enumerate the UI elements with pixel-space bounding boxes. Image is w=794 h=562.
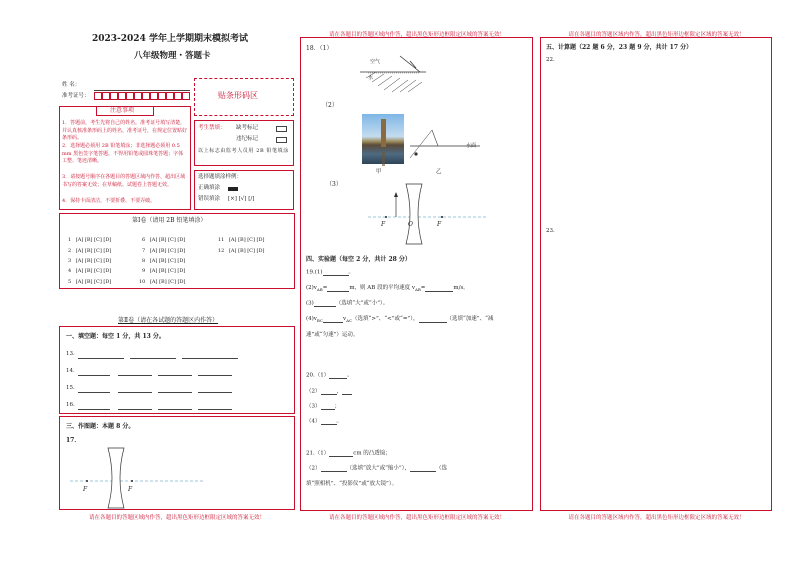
middle-top-warning: 请在各题目的答题区域内作答，超出黑色矩形边框限定区域的答案无效！	[328, 32, 505, 38]
cheat-label: 违纪标记	[236, 136, 259, 142]
section5-title: 五、计算题（22 题 6 分，23 题 9 分，共计 17 分）	[546, 44, 693, 51]
part2-title: 第Ⅱ卷（请在各试题的答题区内作答）	[118, 317, 219, 324]
name-label: 姓 名：	[62, 82, 81, 88]
q18-label: 18．（1）	[306, 45, 333, 52]
q14-blank2[interactable]	[118, 375, 152, 376]
q17-num: 17．	[66, 437, 81, 444]
q15-blank4[interactable]	[198, 392, 232, 393]
q16-blank2[interactable]	[118, 409, 152, 410]
q20-2: （2） ，	[306, 389, 352, 395]
draw-section-title: 三、作图题：本题 8 分。	[66, 423, 135, 430]
q14-num: 14．	[66, 368, 79, 374]
q20-4: （4） 。	[306, 418, 343, 425]
q17-focus-left: F	[83, 486, 88, 493]
q16-blank4[interactable]	[198, 409, 232, 410]
q19-4: $(4)v_{BC}$ $v_{AC}$（选填“>”、“<”或“=”）， （选填“加速”、“减	[306, 316, 494, 324]
q18-3-focus-right: F	[437, 221, 442, 228]
water-surface-label: 水面	[466, 143, 477, 149]
absent-label: 缺考标记	[236, 125, 259, 131]
part1-title: 第Ⅰ卷（请用 2B 铅笔填涂）	[132, 217, 207, 224]
water-label: 水	[368, 75, 374, 81]
q20-1: 20.（1） 。	[306, 372, 353, 379]
q21-2: （2） （选填“放大”或“缩小”）， （选	[306, 465, 448, 472]
q19-3: (3) （选填“大”或“小”）。	[306, 300, 389, 307]
barcode-label: 贴条形码区	[218, 91, 258, 100]
left-bottom-warning: 请在各题目的答题区域内作答，超出黑色矩形边框限定区域的答案无效！	[88, 515, 265, 521]
status-note: 以上标志由监考人员用 2B 铅笔填涂	[198, 148, 289, 154]
q13-blank3[interactable]	[182, 358, 238, 359]
middle-bottom-warning: 请在各题目的答题区域内作答，超出黑色矩形边框限定区域的答案无效！	[328, 515, 505, 521]
q19-4-cont: 速”或“匀速”）运动。	[306, 332, 359, 338]
q17-focus-right: F	[128, 486, 133, 493]
notice-title: 注意事项	[110, 107, 135, 114]
q22-answer-area[interactable]	[546, 66, 768, 224]
q15-blank3[interactable]	[158, 392, 192, 393]
q18-3-label: （3）	[326, 181, 342, 188]
caption-yi: 乙	[436, 169, 442, 175]
right-top-warning: 请在各题目的答题区域内作答，超出黑色矩形边框限定区域的答案无效！	[568, 32, 745, 38]
q19-2: $(2)v_{AB}= m$，则 AB 段的平均速度 $v_{AB}= m/s$。	[306, 285, 469, 293]
q21-2-cont: 填“照相机”、“投影仪”或“放大镜”）。	[306, 481, 398, 487]
status-label: 考生禁填：	[198, 125, 226, 131]
q15-num: 15．	[66, 385, 79, 391]
exam-title: 2023-2024 学年上学期期末模拟考试	[92, 34, 248, 44]
card-subtitle: 八年级物理・答题卡	[134, 51, 211, 61]
q16-blank3[interactable]	[158, 409, 192, 410]
q18-3-lens-diagram[interactable]	[368, 184, 488, 244]
q15-blank1[interactable]	[78, 392, 110, 393]
q21-1: 21.（1） cm 的凸透镜；	[306, 450, 391, 457]
pagoda-photo	[362, 114, 404, 164]
notice-item-2: 2．选择题必须用 2B 铅笔填涂；非选择题必须用 0.5 mm 黑色签字笔答题，不得用铅笔或圆珠笔答题；字体工整、笔迹清晰。	[62, 143, 184, 164]
q17-concave-lens-diagram[interactable]	[70, 448, 210, 508]
q13-num: 13．	[66, 351, 79, 357]
q16-num: 16．	[66, 402, 79, 408]
cheat-checkbox[interactable]	[276, 137, 287, 143]
q18-3-optical-center: O	[408, 221, 413, 228]
q13-blank2[interactable]	[130, 358, 176, 359]
q23-label: 23.	[546, 228, 555, 234]
q14-blank4[interactable]	[198, 375, 232, 376]
q20-3: （3） ；	[306, 403, 341, 410]
name-line[interactable]	[94, 90, 190, 91]
fill-section-title: 一、填空题：每空 1 分，共 13 分。	[66, 333, 165, 340]
q23-answer-area[interactable]	[546, 238, 768, 506]
fill-wrong-label: 错误填涂	[198, 196, 221, 202]
id-boxes[interactable]	[94, 92, 190, 100]
q15-blank2[interactable]	[118, 392, 152, 393]
q19-1: 19.(1) 。	[306, 269, 355, 276]
caption-jia: 甲	[376, 169, 382, 175]
fill-correct-label: 正确填涂	[198, 185, 221, 191]
notice-item-1: 1．答题前，考生先将自己的姓名，准考证号填写清楚，并认真核准条形码上的姓名、准考证号，在规定位置贴好条形码。	[62, 120, 188, 141]
id-label: 准考证号：	[62, 93, 90, 99]
section4-title: 四、实验题（每空 2 分，共计 28 分）	[306, 256, 411, 263]
q14-blank3[interactable]	[158, 375, 192, 376]
fill-correct-mark	[228, 187, 238, 191]
q18-2-label: （2）	[322, 102, 338, 109]
fill-example-title: 选择题填涂样例：	[198, 174, 243, 180]
right-bottom-warning: 请在各题目的答题区域内作答，超出黑色矩形边框限定区域的答案无效！	[568, 515, 745, 521]
q13-blank1[interactable]	[78, 358, 124, 359]
notice-item-4: 4．保持卡面清洁，不要折叠、不要弄破。	[62, 198, 156, 204]
air-label: 空气	[370, 59, 381, 65]
q18-3-focus-left: F	[381, 221, 386, 228]
q16-blank1[interactable]	[78, 409, 110, 410]
q22-label: 22.	[546, 57, 555, 63]
notice-item-3: 3．请按题号顺序在各题目的答题区域内作答，超出区域书写的答案无效；在草稿纸、试题卷上答题无效。	[62, 174, 186, 188]
q14-blank1[interactable]	[78, 375, 110, 376]
fill-wrong-marks: [×] [√] [/]	[228, 196, 255, 202]
absent-checkbox[interactable]	[276, 126, 287, 132]
